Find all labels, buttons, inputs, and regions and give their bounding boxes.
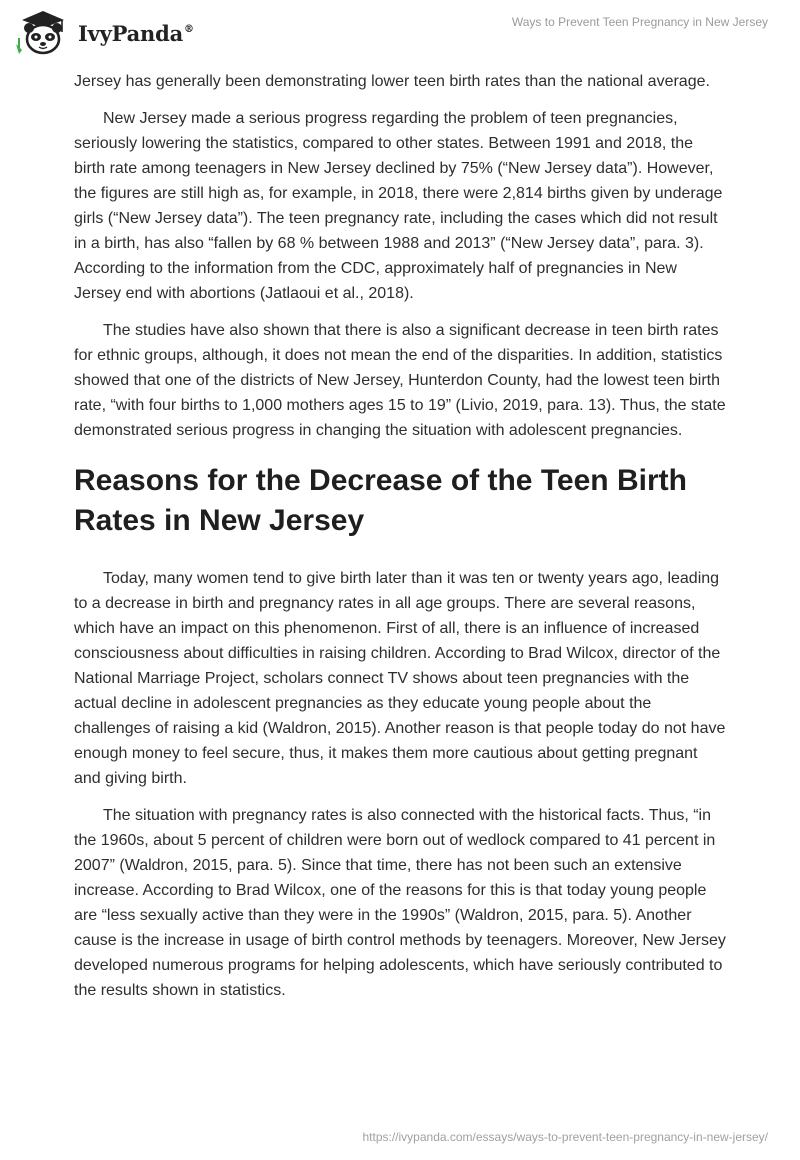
paragraph-ethnic-groups: The studies have also shown that there is also a significant decrease in teen birth rates for ethnic groups, although, it does not mean the end of the disparities. In addition, statistics showed that one of the districts of New Jersey, Hunterdon County, had the lowest teen birth rate, “with four births to 1,000 mothers ages 15 to 19” (Livio, 2019, para. 13). Thus, the state demonstrated serious progress in changing the situation with adolescent pregnancies.: [74, 322, 726, 439]
brand-name: [78, 21, 194, 46]
paragraph-progress: New Jersey made a serious progress regarding the problem of teen pregnancies, seriously lowering the statistics, compared to other states. Between 1991 and 2018, the birth rate among teenagers in New Jersey declined by 75% (“New Jersey data”). However, the figures are still high as, for example, in 2018, there were 2,814 births given by underage girls (“New Jersey data”). The teen pregnancy rate, including the cases which did not result in a birth, has also “fallen by 68 % between 1988 and 2013” (“New Jersey data”, para. 3). According to the information from the CDC, approximately half of pregnancies in New Jersey end with abortions (Jatlaoui et al., 2018).: [74, 110, 723, 302]
ivypanda-logo[interactable]: [14, 8, 194, 58]
paragraph-continued: Jersey has generally been demonstrating lower teen birth rates than the national average.: [74, 73, 710, 90]
panda-logo-icon: [14, 8, 72, 58]
registered-mark: ®: [184, 23, 194, 35]
footer-url-link[interactable]: https://ivypanda.com/essays/ways-to-prevent-teen-pregnancy-in-new-jersey/: [362, 1130, 768, 1144]
paragraph-reasons: Today, many women tend to give birth later than it was ten or twenty years ago, leading to a decrease in birth and pregnancy rates in all age groups. There are several reasons, which have an impact on this phenomenon. First of all, there is an influence of increased consciousness about difficulties in raising children. According to Brad Wilcox, director of the National Marriage Project, scholars connect TV shows about teen pregnancies with the actual decline in adolescent pregnancies as they educate young people about the challenges of raising a kid (Waldron, 2015). Another reason is that people today do not have enough money to feel secure, thus, it makes them more cautious about getting pregnant and giving birth.: [74, 570, 726, 787]
section-heading: Reasons for the Decrease of the Teen Birth Rates in New Jersey: [74, 464, 687, 537]
essay-content: [74, 69, 726, 1015]
page-header: [0, 0, 800, 60]
document-title: Ways to Prevent Teen Pregnancy in New Jersey: [511, 15, 768, 29]
brand-text: IvyPanda: [78, 20, 184, 46]
paragraph-historical: The situation with pregnancy rates is also connected with the historical facts. Thus, “in the 1960s, about 5 percent of children were born out of wedlock compared to 41 percent in 2007” (Waldron, 2015, para. 5). Since that time, there has not been such an extensive increase. According to Brad Wilcox, one of the reasons for this is that today young people are “less sexually active than they were in the 1990s” (Waldron, 2015, para. 5). Another cause is the increase in usage of birth control methods by teenagers. Moreover, New Jersey developed numerous programs for helping adolescents, which have seriously contributed to the results shown in statistics.: [74, 807, 726, 999]
